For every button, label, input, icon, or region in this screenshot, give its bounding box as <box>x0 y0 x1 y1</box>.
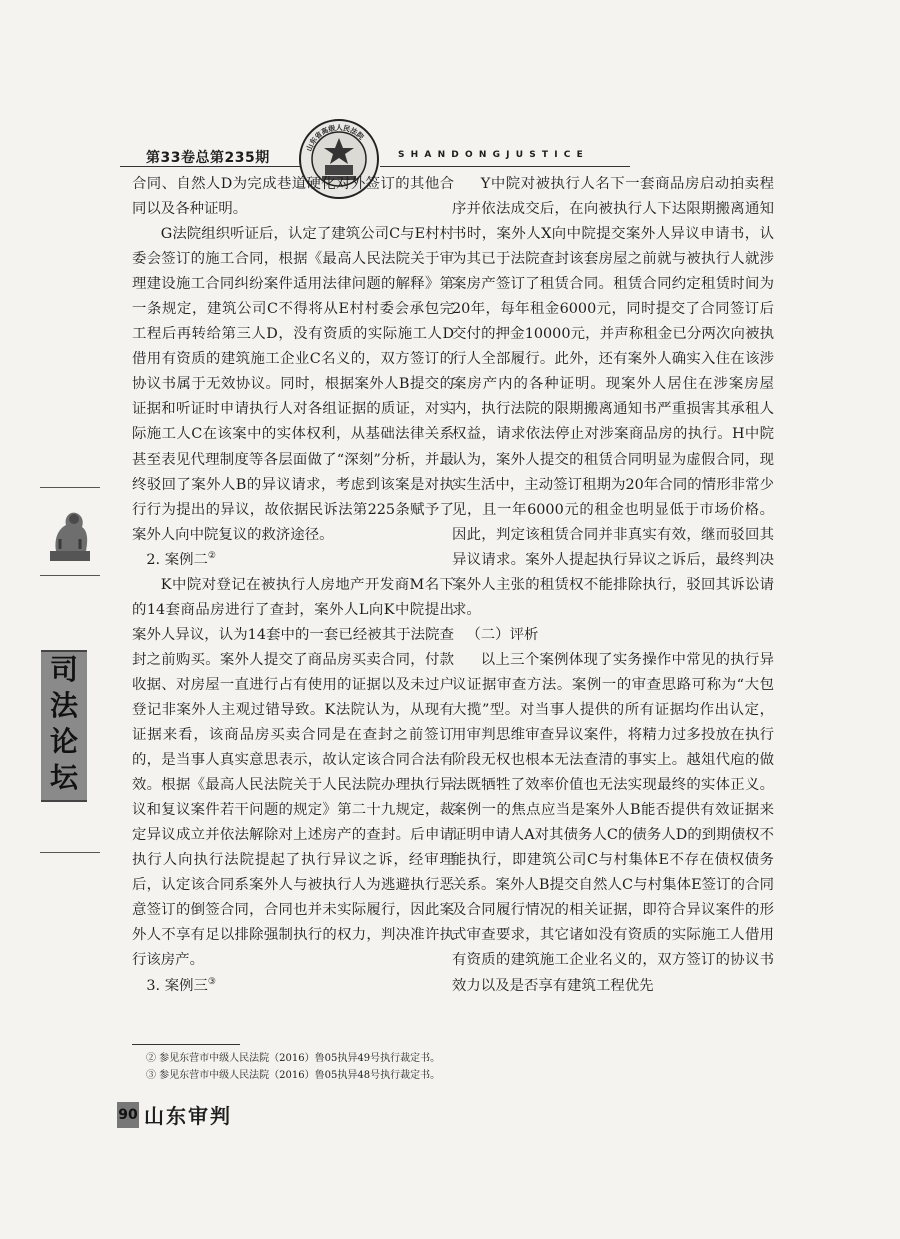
footnote-3: ③ 参见东营市中级人民法院（2016）鲁05执异48号执行裁定书。 <box>146 1070 441 1081</box>
paragraph-text: （二）评析 <box>466 626 539 643</box>
side-rule-middle <box>40 575 100 576</box>
section-heading <box>132 974 454 999</box>
badge-char: 论 <box>49 725 78 758</box>
side-rule-top <box>40 487 100 488</box>
paragraph-text: 以上三个案例体现了实务操作中常见的执行异议证据审查方法。案例一的审查思路可称为“大包大揽”型。对当事人提供的所有证据均作出认定，用审判思维审查异议案件，将精力过多投放在执行阶段无权也根本无法查清的事实上。越俎代庖的做法既牺牲了效率价值也无法实现最终的实体正义。案例一的焦点应当是案外人B能否提供有效证据来证明申请人A对其债务人C的债务人D的到期债权不能执行，即建筑公司C与村集体E不存在债权债务关系。案外人B提交自然人C与村集体E签订的合同及合同履行情况的相关证据，即符合异议案件的形式审查要求，其它诸如没有资质的实际施工人借用有资质的建筑施工企业名义的，双方签订的协议书效力以及是否享有建筑工程优先 <box>452 651 774 994</box>
paragraph <box>132 222 454 548</box>
paragraph-text: 合同、自然人D为完成巷道硬化对外签订的其他合同以及各种证明。 <box>132 176 454 218</box>
header-rule-right <box>380 166 630 167</box>
paragraph-text: K中院对登记在被执行人房地产开发商M名下的14套商品房进行了查封，案外人L向K中院提出案外人异议，认为14套中的一套已经被其于法院查封之前购买。案外人提交了商品房买卖合同，付款收据、对房屋一直进行占有使用的证据以及未过户登记非案外人主观过错导致。K法院认为，从现有证据来看，该商品房买卖合同是在查封之前签订的，是当事人真实意思表示，故认定该合同合法有效。根据《最高人民法院关于人民法院办理执行异议和复议案件若干问题的规定》第二十九规定，裁定异议成立并依法解除对上述房产的查封。后申请执行人向执行法院提起了执行异议之诉，经审理后，认定该合同系案外人与被执行人为逃避执行恶意签订的倒签合同，合同也并未实际履行，因此案外人不享有足以排除强制执行的权力，判决准许执行该房产。 <box>132 576 454 969</box>
emblem-lettering: 山东省高级人民法院 <box>305 123 366 153</box>
journal-brand: SHANDONGJUSTICE <box>398 150 589 160</box>
column-section-badge <box>41 650 87 802</box>
issue-label: 第33卷总第235期 <box>146 150 270 166</box>
journal-name: 山东审判 <box>144 1104 232 1128</box>
right-column <box>452 172 774 999</box>
paragraph <box>452 648 774 999</box>
left-column <box>132 172 454 999</box>
paragraph <box>132 172 454 222</box>
lion-statue-icon <box>44 505 96 563</box>
paragraph-text: 2. 案例二 <box>146 551 208 568</box>
header-rule-left <box>120 166 300 167</box>
paragraph-text: Y中院对被执行人名下一套商品房启动拍卖程序并依法成交后，在向被执行人下达限期搬离通知书时，案外人X向中院提交案外人异议申请书，认为其已于法院查封该套房屋之前就与被执行人就涉案房产签订了租赁合同。租赁合同约定租赁时间为20年，每年租金6000元，同时提交了合同签订后交付的押金10000元，并声称租金已分两次向被执行人全部履行。此外，还有案外人确实入住在该涉案房产内的各种证明。现案外人居住在涉案房屋内，执行法院的限期搬离通知书严重损害其承租人权益，请求依法停止对涉案商品房的执行。H中院认为，案外人提交的租赁合同明显为虚假合同，现实生活中，主动签订租期为20年合同的情形非常少见，且一年6000元的租金也明显低于市场价格。因此，判定该租赁合同并非真实有效，继而驳回其异议请求。案外人提起执行异议之诉后，最终判决案外人主张的租赁权不能排除执行，驳回其诉讼请求。 <box>452 176 774 618</box>
section-heading <box>132 548 454 573</box>
page-number: 90 <box>117 1102 139 1128</box>
paragraph-text: 3. 案例三 <box>146 977 208 994</box>
badge-char: 坛 <box>49 761 78 794</box>
badge-char: 司 <box>49 653 78 686</box>
footnote-marker: ③ <box>207 976 216 987</box>
paragraph-text: G法院组织听证后，认定了建筑公司C与E村村委会签订的施工合同，根据《最高人民法院关于审理建设施工合同纠纷案件适用法律问题的解释》第一条规定，建筑公司C不得将从E村村委会承包完工程后再转给第三人D，没有资质的实际施工人D借用有资质的建筑施工企业C名义的，双方签订的协议书属于无效协议。同时，根据案外人B提交的证据和听证时申请执行人对各组证据的质证，对实际施工人C在该案中的实体权利，从基础法律关系甚至表见代理制度等各层面做了“深刻”分析，并最终驳回了案外人B的异议请求，考虑到该案是对执行行为提出的异议，故依据民诉法第225条赋予了案外人向中院复议的救济途径。 <box>132 226 454 543</box>
footnote-marker: ② <box>207 550 216 561</box>
badge-char: 法 <box>49 689 78 722</box>
footnote-2: ② 参见东营市中级人民法院（2016）鲁05执异49号执行裁定书。 <box>146 1053 441 1064</box>
footnote-rule <box>132 1044 240 1045</box>
paragraph <box>452 172 774 623</box>
section-heading <box>452 623 774 648</box>
paragraph <box>132 573 454 974</box>
side-rule-bottom <box>40 852 100 853</box>
